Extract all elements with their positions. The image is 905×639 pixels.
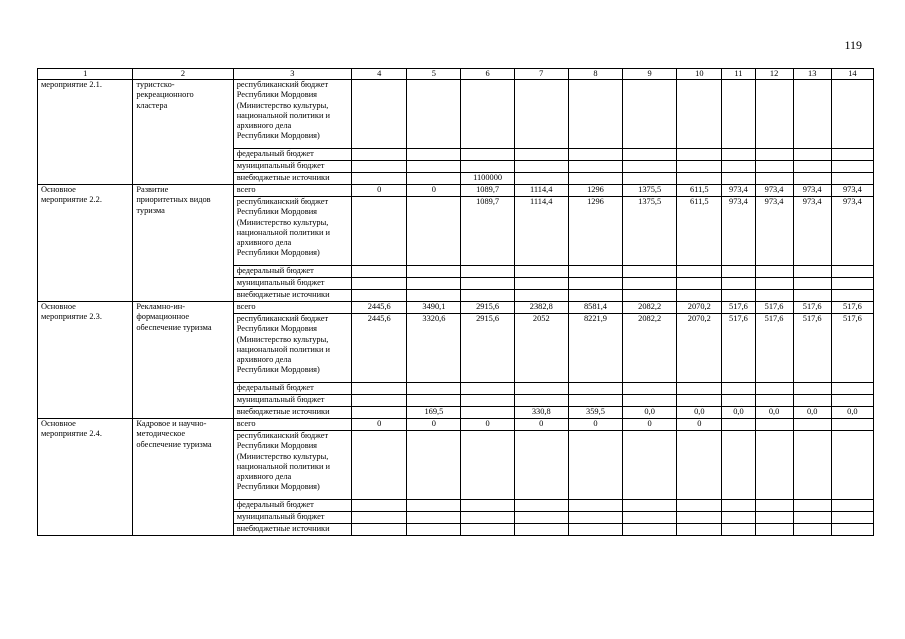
value-cell bbox=[793, 173, 831, 185]
value-cell bbox=[793, 290, 831, 302]
event-title-cell: Кадровое и научно- методическое обеспечение туризма bbox=[133, 419, 233, 536]
funding-source-cell: федеральный бюджет bbox=[233, 149, 351, 161]
value-cell bbox=[352, 278, 407, 290]
value-cell: 0,0 bbox=[677, 407, 722, 419]
value-cell bbox=[352, 407, 407, 419]
header-cell: 1 bbox=[38, 69, 133, 80]
value-cell bbox=[568, 290, 622, 302]
value-cell bbox=[352, 266, 407, 278]
value-cell bbox=[407, 512, 461, 524]
value-cell bbox=[352, 395, 407, 407]
value-cell bbox=[831, 431, 873, 500]
value-cell bbox=[514, 395, 568, 407]
value-cell: 1114,4 bbox=[514, 185, 568, 197]
value-cell bbox=[677, 290, 722, 302]
value-cell: 0 bbox=[461, 419, 514, 431]
value-cell bbox=[793, 383, 831, 395]
value-cell bbox=[722, 512, 755, 524]
value-cell: 1114,4 bbox=[514, 197, 568, 266]
value-cell bbox=[677, 512, 722, 524]
value-cell bbox=[722, 383, 755, 395]
value-cell bbox=[461, 395, 514, 407]
value-cell bbox=[722, 278, 755, 290]
value-cell bbox=[568, 395, 622, 407]
table-header-row bbox=[38, 69, 874, 80]
value-cell bbox=[722, 290, 755, 302]
header-cell: 14 bbox=[831, 69, 873, 80]
value-cell bbox=[514, 266, 568, 278]
value-cell bbox=[514, 383, 568, 395]
page-number: 119 bbox=[844, 38, 862, 52]
value-cell bbox=[407, 149, 461, 161]
value-cell bbox=[461, 80, 514, 149]
value-cell: 2082,2 bbox=[623, 302, 677, 314]
value-cell bbox=[722, 395, 755, 407]
table-row bbox=[38, 185, 874, 197]
value-cell bbox=[568, 173, 622, 185]
funding-source-cell: республиканский бюджет Республики Мордовия (Министерство культуры, национальной политики и архивного дела Республики Мордовия) bbox=[233, 197, 351, 266]
value-cell bbox=[831, 395, 873, 407]
value-cell: 2082,2 bbox=[623, 314, 677, 383]
value-cell bbox=[514, 278, 568, 290]
value-cell: 2445,6 bbox=[352, 314, 407, 383]
value-cell bbox=[568, 383, 622, 395]
value-cell: 0 bbox=[352, 185, 407, 197]
value-cell bbox=[793, 149, 831, 161]
value-cell bbox=[407, 290, 461, 302]
value-cell bbox=[461, 500, 514, 512]
funding-source-cell: муниципальный бюджет bbox=[233, 512, 351, 524]
value-cell bbox=[461, 512, 514, 524]
value-cell bbox=[352, 500, 407, 512]
value-cell: 2070,2 bbox=[677, 314, 722, 383]
value-cell bbox=[677, 149, 722, 161]
funding-source-cell: федеральный бюджет bbox=[233, 383, 351, 395]
value-cell: 517,6 bbox=[755, 302, 793, 314]
value-cell bbox=[755, 431, 793, 500]
value-cell: 1296 bbox=[568, 185, 622, 197]
value-cell bbox=[623, 80, 677, 149]
value-cell bbox=[407, 197, 461, 266]
event-title-cell: Рекламно-ин- формационное обеспечение туризма bbox=[133, 302, 233, 419]
header-cell: 4 bbox=[352, 69, 407, 80]
value-cell bbox=[793, 431, 831, 500]
event-title-cell: Развитие приоритетных видов туризма bbox=[133, 185, 233, 302]
value-cell: 3490,1 bbox=[407, 302, 461, 314]
event-name-cell: Основное мероприятие 2.3. bbox=[38, 302, 133, 419]
value-cell: 2070,2 bbox=[677, 302, 722, 314]
value-cell bbox=[831, 290, 873, 302]
value-cell: 517,6 bbox=[722, 302, 755, 314]
value-cell bbox=[755, 500, 793, 512]
value-cell: 0 bbox=[407, 185, 461, 197]
value-cell bbox=[677, 278, 722, 290]
budget-table bbox=[37, 68, 874, 536]
value-cell: 973,4 bbox=[793, 185, 831, 197]
value-cell bbox=[407, 500, 461, 512]
value-cell bbox=[831, 500, 873, 512]
value-cell bbox=[793, 395, 831, 407]
value-cell bbox=[755, 524, 793, 536]
header-cell: 10 bbox=[677, 69, 722, 80]
value-cell bbox=[755, 290, 793, 302]
value-cell bbox=[677, 500, 722, 512]
value-cell: 517,6 bbox=[793, 302, 831, 314]
value-cell bbox=[755, 278, 793, 290]
header-cell: 8 bbox=[568, 69, 622, 80]
value-cell: 0 bbox=[568, 419, 622, 431]
funding-source-cell: федеральный бюджет bbox=[233, 266, 351, 278]
value-cell: 611,5 bbox=[677, 197, 722, 266]
value-cell bbox=[461, 149, 514, 161]
value-cell bbox=[407, 266, 461, 278]
value-cell bbox=[407, 383, 461, 395]
value-cell bbox=[755, 419, 793, 431]
value-cell bbox=[755, 173, 793, 185]
funding-source-cell: муниципальный бюджет bbox=[233, 278, 351, 290]
value-cell bbox=[755, 512, 793, 524]
value-cell bbox=[568, 524, 622, 536]
value-cell bbox=[568, 500, 622, 512]
value-cell bbox=[407, 161, 461, 173]
value-cell bbox=[407, 278, 461, 290]
value-cell bbox=[514, 512, 568, 524]
value-cell bbox=[461, 290, 514, 302]
value-cell bbox=[461, 524, 514, 536]
value-cell: 517,6 bbox=[722, 314, 755, 383]
value-cell bbox=[831, 80, 873, 149]
value-cell: 973,4 bbox=[755, 185, 793, 197]
funding-source-cell: федеральный бюджет bbox=[233, 500, 351, 512]
value-cell: 169,5 bbox=[407, 407, 461, 419]
value-cell: 2052 bbox=[514, 314, 568, 383]
value-cell bbox=[623, 500, 677, 512]
value-cell bbox=[514, 500, 568, 512]
value-cell bbox=[722, 266, 755, 278]
value-cell: 973,4 bbox=[831, 185, 873, 197]
value-cell bbox=[793, 266, 831, 278]
value-cell: 973,4 bbox=[722, 197, 755, 266]
value-cell bbox=[722, 149, 755, 161]
value-cell: 973,4 bbox=[831, 197, 873, 266]
value-cell: 0,0 bbox=[623, 407, 677, 419]
value-cell bbox=[793, 278, 831, 290]
value-cell bbox=[514, 161, 568, 173]
value-cell: 517,6 bbox=[831, 302, 873, 314]
value-cell: 517,6 bbox=[793, 314, 831, 383]
value-cell bbox=[677, 395, 722, 407]
value-cell bbox=[514, 80, 568, 149]
value-cell bbox=[407, 395, 461, 407]
value-cell bbox=[623, 524, 677, 536]
value-cell: 0,0 bbox=[831, 407, 873, 419]
value-cell: 8221,9 bbox=[568, 314, 622, 383]
value-cell bbox=[722, 431, 755, 500]
value-cell bbox=[514, 524, 568, 536]
value-cell bbox=[514, 431, 568, 500]
value-cell bbox=[677, 524, 722, 536]
value-cell: 359,5 bbox=[568, 407, 622, 419]
value-cell bbox=[623, 278, 677, 290]
value-cell: 1375,5 bbox=[623, 185, 677, 197]
value-cell bbox=[831, 383, 873, 395]
funding-source-cell: республиканский бюджет Республики Мордовия (Министерство культуры, национальной политики и архивного дела Республики Мордовия) bbox=[233, 431, 351, 500]
value-cell bbox=[461, 407, 514, 419]
value-cell bbox=[831, 149, 873, 161]
value-cell bbox=[407, 80, 461, 149]
value-cell: 330,8 bbox=[514, 407, 568, 419]
value-cell bbox=[352, 524, 407, 536]
value-cell: 0 bbox=[677, 419, 722, 431]
value-cell bbox=[568, 266, 622, 278]
value-cell bbox=[831, 173, 873, 185]
value-cell bbox=[352, 290, 407, 302]
value-cell bbox=[677, 431, 722, 500]
funding-source-cell: внебюджетные источники bbox=[233, 407, 351, 419]
value-cell bbox=[722, 500, 755, 512]
value-cell bbox=[755, 383, 793, 395]
value-cell bbox=[831, 278, 873, 290]
value-cell: 1089,7 bbox=[461, 185, 514, 197]
value-cell bbox=[755, 80, 793, 149]
event-title-cell: туристско- рекреационного кластера bbox=[133, 80, 233, 185]
value-cell bbox=[352, 383, 407, 395]
value-cell bbox=[461, 431, 514, 500]
funding-source-cell: всего bbox=[233, 419, 351, 431]
value-cell bbox=[755, 161, 793, 173]
value-cell: 973,4 bbox=[793, 197, 831, 266]
value-cell bbox=[407, 524, 461, 536]
funding-source-cell: внебюджетные источники bbox=[233, 290, 351, 302]
value-cell bbox=[831, 161, 873, 173]
value-cell: 0,0 bbox=[722, 407, 755, 419]
funding-source-cell: муниципальный бюджет bbox=[233, 161, 351, 173]
value-cell bbox=[568, 161, 622, 173]
value-cell bbox=[755, 395, 793, 407]
header-cell: 11 bbox=[722, 69, 755, 80]
value-cell bbox=[568, 149, 622, 161]
value-cell bbox=[793, 524, 831, 536]
funding-source-cell: внебюджетные источники bbox=[233, 173, 351, 185]
value-cell bbox=[793, 80, 831, 149]
value-cell bbox=[514, 173, 568, 185]
header-cell: 7 bbox=[514, 69, 568, 80]
value-cell: 0,0 bbox=[793, 407, 831, 419]
funding-source-cell: всего bbox=[233, 302, 351, 314]
value-cell bbox=[831, 524, 873, 536]
value-cell: 0 bbox=[407, 419, 461, 431]
header-cell: 6 bbox=[461, 69, 514, 80]
value-cell bbox=[461, 266, 514, 278]
value-cell bbox=[352, 431, 407, 500]
value-cell: 2915,6 bbox=[461, 314, 514, 383]
value-cell: 517,6 bbox=[831, 314, 873, 383]
value-cell: 611,5 bbox=[677, 185, 722, 197]
event-name-cell: мероприятие 2.1. bbox=[38, 80, 133, 185]
value-cell bbox=[623, 383, 677, 395]
value-cell bbox=[568, 512, 622, 524]
funding-source-cell: республиканский бюджет Республики Мордовия (Министерство культуры, национальной политики и архивного дела Республики Мордовия) bbox=[233, 80, 351, 149]
table-row bbox=[38, 80, 874, 149]
value-cell bbox=[831, 419, 873, 431]
funding-source-cell: внебюджетные источники bbox=[233, 524, 351, 536]
value-cell bbox=[677, 161, 722, 173]
header-cell: 12 bbox=[755, 69, 793, 80]
header-cell: 13 bbox=[793, 69, 831, 80]
value-cell bbox=[623, 266, 677, 278]
event-name-cell: Основное мероприятие 2.2. bbox=[38, 185, 133, 302]
value-cell bbox=[568, 431, 622, 500]
funding-source-cell: всего bbox=[233, 185, 351, 197]
value-cell bbox=[407, 173, 461, 185]
table-row bbox=[38, 302, 874, 314]
value-cell bbox=[461, 383, 514, 395]
header-cell: 9 bbox=[623, 69, 677, 80]
value-cell: 8581,4 bbox=[568, 302, 622, 314]
event-name-cell: Основное мероприятие 2.4. bbox=[38, 419, 133, 536]
value-cell bbox=[677, 266, 722, 278]
value-cell bbox=[722, 419, 755, 431]
header-cell: 5 bbox=[407, 69, 461, 80]
value-cell: 973,4 bbox=[722, 185, 755, 197]
value-cell: 517,6 bbox=[755, 314, 793, 383]
value-cell bbox=[623, 512, 677, 524]
value-cell bbox=[677, 80, 722, 149]
value-cell bbox=[352, 512, 407, 524]
value-cell: 0,0 bbox=[755, 407, 793, 419]
value-cell: 3320,6 bbox=[407, 314, 461, 383]
value-cell bbox=[407, 431, 461, 500]
value-cell bbox=[568, 80, 622, 149]
value-cell: 1100000 bbox=[461, 173, 514, 185]
value-cell bbox=[623, 290, 677, 302]
value-cell: 1375,5 bbox=[623, 197, 677, 266]
value-cell bbox=[793, 512, 831, 524]
value-cell bbox=[831, 512, 873, 524]
value-cell bbox=[461, 161, 514, 173]
value-cell bbox=[677, 173, 722, 185]
value-cell: 1089,7 bbox=[461, 197, 514, 266]
value-cell bbox=[793, 500, 831, 512]
value-cell bbox=[623, 173, 677, 185]
value-cell bbox=[755, 149, 793, 161]
value-cell: 0 bbox=[623, 419, 677, 431]
value-cell bbox=[352, 173, 407, 185]
value-cell bbox=[623, 161, 677, 173]
value-cell bbox=[722, 524, 755, 536]
value-cell: 2915,6 bbox=[461, 302, 514, 314]
value-cell bbox=[352, 80, 407, 149]
header-cell: 3 bbox=[233, 69, 351, 80]
value-cell bbox=[568, 278, 622, 290]
value-cell bbox=[623, 149, 677, 161]
value-cell bbox=[755, 266, 793, 278]
value-cell bbox=[793, 419, 831, 431]
value-cell bbox=[623, 431, 677, 500]
header-cell: 2 bbox=[133, 69, 233, 80]
value-cell bbox=[514, 149, 568, 161]
value-cell bbox=[461, 278, 514, 290]
value-cell bbox=[514, 290, 568, 302]
value-cell: 2445,6 bbox=[352, 302, 407, 314]
value-cell bbox=[352, 197, 407, 266]
value-cell bbox=[352, 149, 407, 161]
value-cell bbox=[722, 80, 755, 149]
value-cell bbox=[831, 266, 873, 278]
value-cell bbox=[352, 161, 407, 173]
value-cell: 0 bbox=[514, 419, 568, 431]
value-cell bbox=[722, 173, 755, 185]
value-cell bbox=[793, 161, 831, 173]
value-cell bbox=[623, 395, 677, 407]
funding-source-cell: муниципальный бюджет bbox=[233, 395, 351, 407]
value-cell: 973,4 bbox=[755, 197, 793, 266]
value-cell: 2382,8 bbox=[514, 302, 568, 314]
value-cell: 1296 bbox=[568, 197, 622, 266]
table-row bbox=[38, 419, 874, 431]
funding-source-cell: республиканский бюджет Республики Мордовия (Министерство культуры, национальной политики и архивного дела Республики Мордовия) bbox=[233, 314, 351, 383]
value-cell bbox=[677, 383, 722, 395]
value-cell bbox=[722, 161, 755, 173]
value-cell: 0 bbox=[352, 419, 407, 431]
